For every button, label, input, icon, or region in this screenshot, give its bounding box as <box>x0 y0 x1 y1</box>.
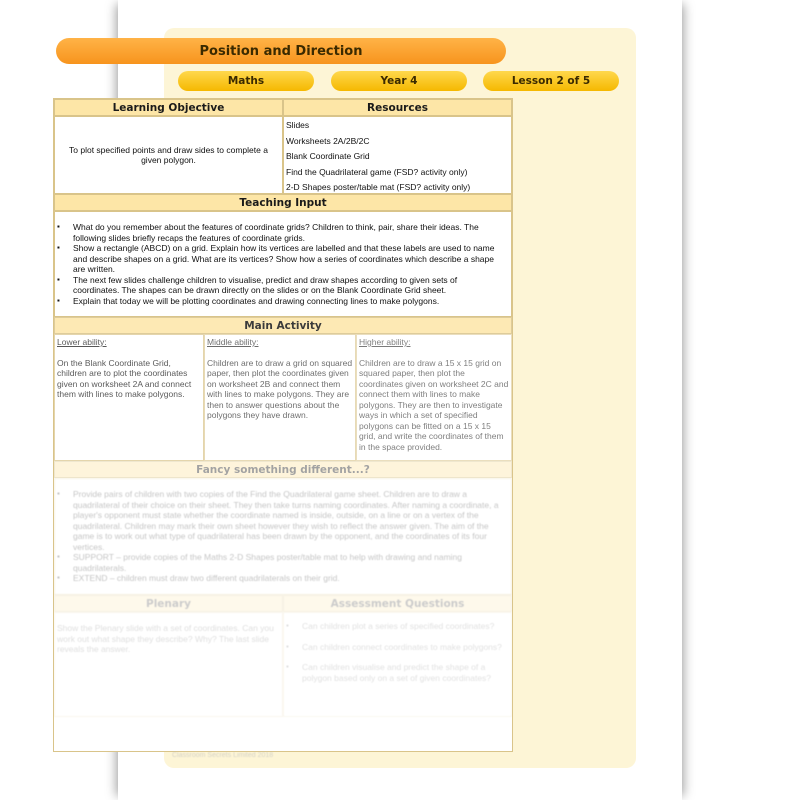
assessment-question: ▪ Can children visualise and predict the shape of a polygon based only on a set of given coordinates? <box>284 662 507 683</box>
teaching-point: ▪ The next few slides challenge children to visualise, predict and draw shapes according to given sets of coordinates. The shapes can be drawn directly on the slides or on the Blank Coordinate Grid sheet. <box>55 275 503 296</box>
learning-objective-cell <box>54 116 283 194</box>
teaching-point: ▪ What do you remember about the features of coordinate grids? Children to think, pair, share their ideas. The following slides briefly recaps the features of coordinate grids. <box>55 222 503 243</box>
plenary-text: Show the Plenary slide with a set of coordinates. Can you work out what shape they describe? Why? The last slide reveals the answer. <box>57 623 274 654</box>
higher-ability-title: Higher ability: <box>359 337 411 347</box>
fancy-something-different-header: Fancy something different...? <box>54 461 512 478</box>
higher-ability-cell <box>356 334 512 461</box>
higher-ability-text: Children are to draw a 15 x 15 grid on squared paper, then plot the coordinates given on worksheet 2C and connect them with lines to make polygons. They are then to investigate ways in which a set of specified polygons can be fitted on a 15 x 15 grid, and write the coordinates of them in the space provided. <box>359 357 509 452</box>
lesson-plan-table <box>53 98 513 752</box>
assessment-questions-cell <box>283 612 512 717</box>
resource-item: Find the Quadrilateral game (FSD? activity only) <box>286 166 468 177</box>
fancy-list <box>55 489 503 584</box>
plenary-cell <box>54 612 283 717</box>
plenary-header: Plenary <box>54 595 283 612</box>
main-activity-header: Main Activity <box>54 317 512 334</box>
fancy-point: ▪ EXTEND – children must draw two different quadrilaterals on their grid. <box>55 573 503 584</box>
teaching-input-cell <box>54 211 512 317</box>
middle-ability-cell <box>204 334 356 461</box>
fancy-point: ▪ SUPPORT – provide copies of the Maths 2-D Shapes poster/table mat to help with drawing and naming quadrilaterals. <box>55 552 503 573</box>
lower-ability-title: Lower ability: <box>57 337 107 347</box>
resources-cell <box>283 116 512 194</box>
assessment-questions-header: Assessment Questions <box>283 595 512 612</box>
learning-objective-text: To plot specified points and draw sides to complete a given polygon. <box>69 145 268 165</box>
resource-item: Blank Coordinate Grid <box>286 151 370 161</box>
resources-header: Resources <box>283 99 512 116</box>
middle-ability-title: Middle ability: <box>207 337 259 347</box>
resource-item: 2-D Shapes poster/table mat (FSD? activity only) <box>286 182 471 192</box>
page-title: Position and Direction <box>56 38 506 64</box>
year-badge: Year 4 <box>331 71 467 91</box>
assessment-list <box>284 621 507 683</box>
footer-text: Classroom Secrets Limited 2018 <box>172 752 274 759</box>
lower-ability-text: On the Blank Coordinate Grid, children are to plot the coordinates given on worksheet 2A and connect them with lines to make polygons. <box>57 357 192 399</box>
learning-objective-header: Learning Objective <box>54 99 283 116</box>
lesson-badge: Lesson 2 of 5 <box>483 71 619 91</box>
fancy-point: ▪ Provide pairs of children with two copies of the Find the Quadrilateral game sheet. Children are to draw a quadrilateral of their choice on their sheet. They then take turns naming coordinates. After naming a coordinate, a player's opponent must state whether the coordinate named is inside, outside, on a line or on a vertex of the quadrilateral. Children may mark their own sheet however they wish to reflect the answer given. The aim of the game is to work out what type of quadrilateral has been drawn by the opponent, and the coordinates of its four vertices. <box>55 489 503 552</box>
teaching-input-header: Teaching Input <box>54 194 512 211</box>
assessment-question: ▪ Can children connect coordinates to make polygons? <box>284 642 507 653</box>
resource-item: Slides <box>286 120 310 130</box>
lower-ability-cell <box>54 334 204 461</box>
middle-ability-text: Children are to draw a grid on squared paper, then plot the coordinates given on worksheet 2B and connect them with lines to make polygons. They are then to answer questions about the polygons they have drawn. <box>207 357 353 420</box>
resource-item: Worksheets 2A/2B/2C <box>286 135 370 146</box>
subject-badge: Maths <box>178 71 314 91</box>
teaching-point: ▪ Explain that today we will be plotting coordinates and drawing connecting lines to make polygons. <box>55 296 503 307</box>
teaching-point: ▪ Show a rectangle (ABCD) on a grid. Explain how its vertices are labelled and that these labels are used to name and describe shapes on a grid. What are its vertices? Show how a series of coordinates which describe a shape are written. <box>55 243 503 275</box>
teaching-input-list <box>55 222 503 306</box>
fancy-something-different-cell <box>54 478 512 595</box>
assessment-question: ▪ Can children plot a series of specified coordinates? <box>284 621 507 632</box>
